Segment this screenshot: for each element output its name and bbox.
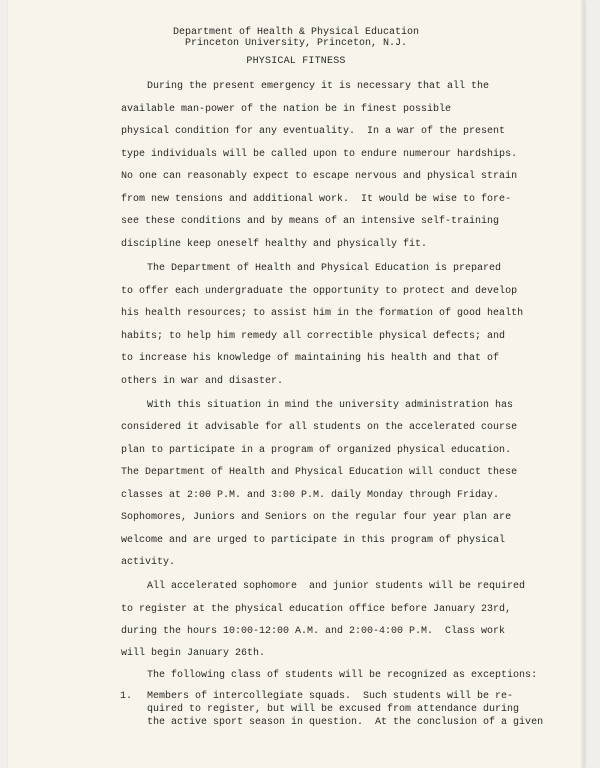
document-title: PHYSICAL FITNESS xyxy=(246,56,346,67)
paragraph-3-line-1: With this situation in mind the university administration has xyxy=(147,400,514,411)
exception-1-line-2: quired to register, but will be excused from attendance during xyxy=(147,704,520,715)
paragraph-3-line-3: plan to participate in a program of organized physical education. xyxy=(121,445,512,456)
exception-1-line-1: Members of intercollegiate squads. Such students will be re- xyxy=(147,691,514,702)
paragraph-1-line-6: from new tensions and additional work. It would be wise to fore- xyxy=(121,194,512,205)
paragraph-4-line-1: All accelerated sophomore and junior students will be required xyxy=(147,581,526,592)
paragraph-3-line-2: considered it advisable for all students on the accelerated course xyxy=(121,422,518,433)
paragraph-4-line-3: during the hours 10:00-12:00 A.M. and 2:00-4:00 P.M. Class work xyxy=(121,626,506,637)
paragraph-3-line-5: classes at 2:00 P.M. and 3:00 P.M. daily Monday through Friday. xyxy=(121,490,500,501)
paragraph-3-line-8: activity. xyxy=(121,557,176,568)
paragraph-5-line-1: The following class of students will be recognized as exceptions: xyxy=(147,670,538,681)
paragraph-1-line-4: type individuals will be called upon to endure numerour hardships. xyxy=(121,149,518,160)
paragraph-2-line-5: to increase his knowledge of maintaining his health and that of xyxy=(121,353,500,364)
paragraph-2-line-3: his health resources; to assist him in the formation of good health xyxy=(121,308,524,319)
paragraph-1-line-5: No one can reasonably expect to escape nervous and physical strain xyxy=(121,171,518,182)
paragraph-4-line-2: to register at the physical education office before January 23rd, xyxy=(121,604,512,615)
department-heading: Department of Health & Physical Education xyxy=(172,27,420,38)
document-page xyxy=(8,0,584,768)
paragraph-4-line-4: will begin January 26th. xyxy=(121,648,266,659)
paragraph-2-line-6: others in war and disaster. xyxy=(121,376,284,387)
paragraph-3-line-7: welcome and are urged to participate in this program of physical xyxy=(121,535,506,546)
paragraph-1-line-8: discipline keep oneself healthy and physically fit. xyxy=(121,239,428,250)
paragraph-2-line-2: to offer each undergraduate the opportunity to protect and develop xyxy=(121,286,518,297)
paragraph-3-line-6: Sophomores, Juniors and Seniors on the regular four year plan are xyxy=(121,512,512,523)
paragraph-3-line-4: The Department of Health and Physical Education will conduct these xyxy=(121,467,518,478)
paragraph-1-line-7: see these conditions and by means of an intensive self-training xyxy=(121,216,500,227)
page-edge-shadow xyxy=(581,0,584,768)
paragraph-2-line-4: habits; to help him remedy all correctible physical defects; and xyxy=(121,331,506,342)
exception-number: 1. xyxy=(120,691,133,702)
paragraph-1-line-1: During the present emergency it is necessary that all the xyxy=(147,81,490,92)
paragraph-1-line-2: available man-power of the nation be in finest possible xyxy=(121,104,452,115)
paragraph-1-line-3: physical condition for any eventuality. In a war of the present xyxy=(121,126,506,137)
location-heading: Princeton University, Princeton, N.J. xyxy=(184,38,408,49)
paragraph-2-line-1: The Department of Health and Physical Education is prepared xyxy=(147,263,502,274)
exception-1-line-3: the active sport season in question. At the conclusion of a given xyxy=(147,717,544,728)
